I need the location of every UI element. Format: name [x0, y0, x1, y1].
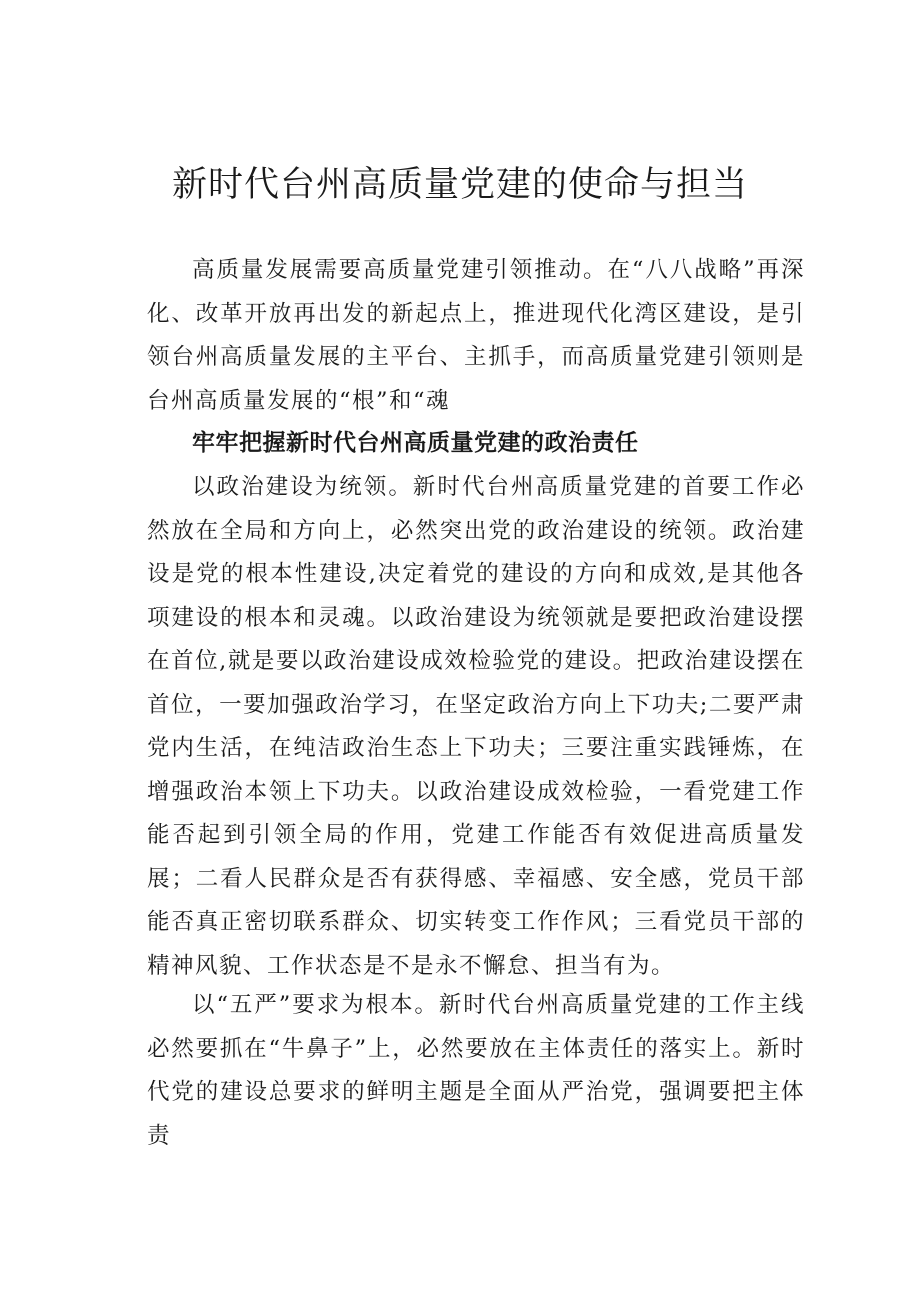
intro-paragraph: 高质量发展需要高质量党建引领推动。在“八八战略”再深化、改革开放再出发的新起点上，推进现代化湾区建设，是引领台州高质量发展的主平台、主抓手，而高质量党建引领则是台州高质量发展的“根”和“魂 — [147, 257, 805, 414]
body-paragraph-five-strict: 以“五严”要求为根本。新时代台州高质量党建的工作主线必然要抓在“牛鼻子”上，必然要放在主体责任的落实上。新时代党的建设总要求的鲜明主题是全面从严治党，强调要把主体责 — [147, 992, 805, 1149]
document-title: 新时代台州高质量党建的使命与担当 — [171, 165, 748, 205]
body-paragraph-political-building: 以政治建设为统领。新时代台州高质量党建的首要工作必然放在全局和方向上，必然突出党的政治建设的统领。政治建设是党的根本性建设,决定着党的建设的方向和成效,是其他各项建设的根本和灵魂。以政治建设为统领就是要把政治建设摆在首位,就是要以政治建设成效检验党的建设。把政治建设摆在首位，一要加强政治学习，在坚定政治方向上下功夫;二要严肃党内生活，在纯洁政治生态上下功夫；三要注重实践锤炼，在增强政治本领上下功夫。以政治建设成效检验，一看党建工作能否起到引领全局的作用，党建工作能否有效促进高质量发展；二看人民群众是否有获得感、幸福感、安全感，党员干部能否真正密切联系群众、切实转变工作作风；三看党员干部的精神风貌、工作状态是不是永不懈怠、担当有为。 — [147, 474, 805, 979]
section-heading: 牢牢把握新时代台州高质量党建的政治责任 — [192, 430, 639, 456]
